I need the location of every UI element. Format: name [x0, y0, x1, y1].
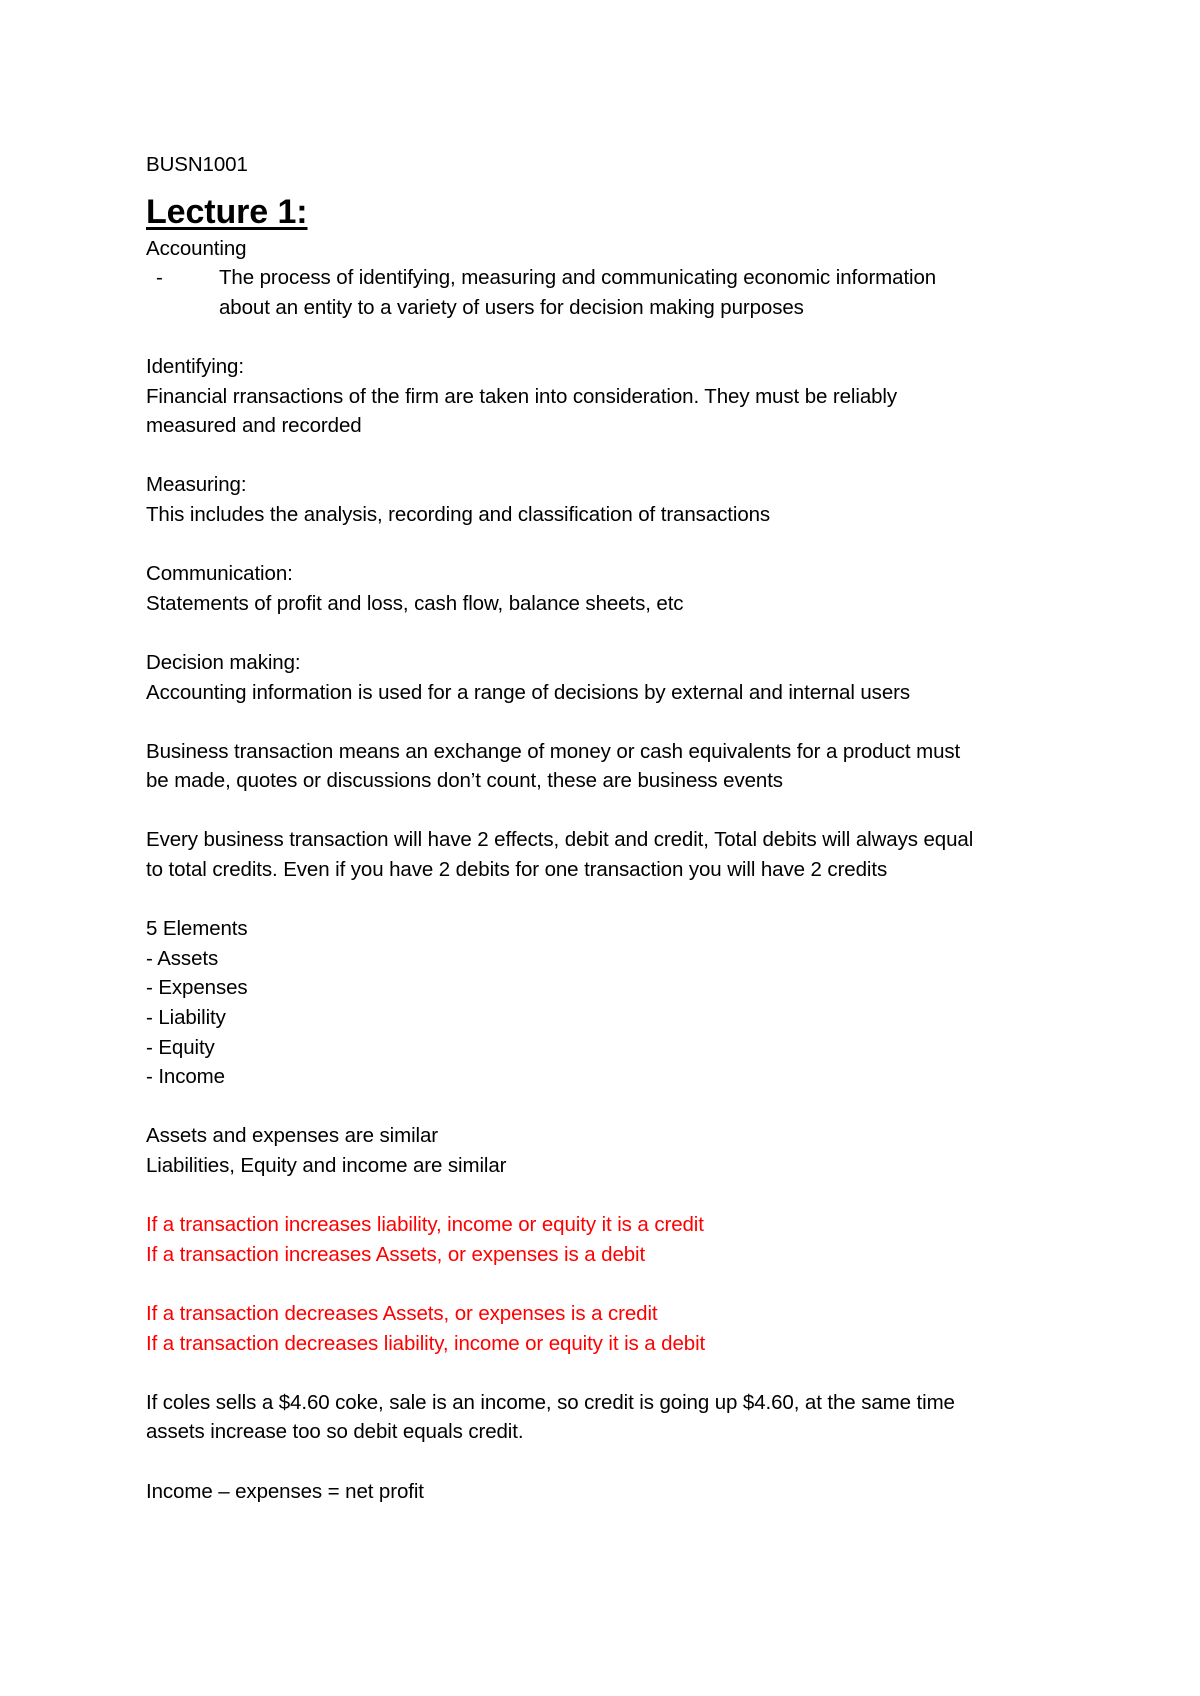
- section-rules-decrease: [146, 1299, 1076, 1358]
- measuring-heading: Measuring:: [146, 473, 247, 497]
- list-item: - Assets: [146, 946, 219, 970]
- accounting-definition-line: about an entity to a variety of users for decision making purposes: [219, 295, 804, 319]
- paragraph-gap: [146, 885, 1076, 915]
- communication-heading: Communication:: [146, 562, 293, 586]
- rule-decrease-line: If a transaction decreases liability, income or equity it is a debit: [146, 1331, 706, 1355]
- section-rules-increase: [146, 1210, 1076, 1269]
- paragraph-gap: [146, 322, 1076, 352]
- example-line: If coles sells a $4.60 coke, sale is an income, so credit is going up $4.60, at the same time: [146, 1390, 955, 1414]
- section-example: [146, 1388, 1076, 1447]
- decision-making-heading: Decision making:: [146, 650, 301, 674]
- elements-heading: 5 Elements: [146, 917, 248, 941]
- section-business-transaction: [146, 737, 1076, 796]
- paragraph-gap: [146, 707, 1076, 737]
- course-code: BUSN1001: [146, 153, 248, 176]
- similarity-line: Assets and expenses are similar: [146, 1124, 439, 1148]
- paragraph-gap: [146, 1092, 1076, 1122]
- section-identifying: [146, 352, 1076, 441]
- paragraph-gap: [146, 796, 1076, 826]
- business-transaction-line: be made, quotes or discussions don’t count, these are business events: [146, 769, 783, 793]
- identifying-text-line: measured and recorded: [146, 414, 362, 438]
- section-measuring: [146, 470, 1076, 529]
- section-communication: [146, 559, 1076, 618]
- list-item: - Income: [146, 1065, 225, 1089]
- paragraph-gap: [146, 1181, 1076, 1211]
- double-entry-line: Every business transaction will have 2 effects, debit and credit, Total debits will always equal: [146, 828, 974, 852]
- business-transaction-line: Business transaction means an exchange of money or cash equivalents for a product must: [146, 739, 961, 763]
- section-formula: [146, 1477, 1076, 1507]
- section-decision-making: [146, 648, 1076, 707]
- paragraph-gap: [146, 618, 1076, 648]
- dash-bullet-icon: -: [156, 266, 163, 290]
- communication-text-line: Statements of profit and loss, cash flow, balance sheets, etc: [146, 591, 684, 615]
- rule-increase-line: If a transaction increases Assets, or expenses is a debit: [146, 1242, 646, 1266]
- similarity-line: Liabilities, Equity and income are similar: [146, 1154, 507, 1177]
- section-similarity: [146, 1121, 1076, 1180]
- section-double-entry: [146, 825, 1076, 884]
- rule-increase-line: If a transaction increases liability, income or equity it is a credit: [146, 1213, 704, 1237]
- list-item: - Equity: [146, 1035, 215, 1059]
- identifying-heading: Identifying:: [146, 354, 244, 378]
- net-profit-formula: Income – expenses = net profit: [146, 1479, 424, 1503]
- accounting-heading: Accounting: [146, 236, 247, 260]
- lecture-title: Lecture 1:: [146, 192, 308, 231]
- paragraph-gap: [146, 1269, 1076, 1299]
- document-page: [146, 150, 1076, 1506]
- double-entry-line: to total credits. Even if you have 2 debits for one transaction you will have 2 credits: [146, 858, 888, 882]
- section-elements: [146, 914, 1076, 1092]
- accounting-definition-list: [146, 263, 1076, 322]
- paragraph-gap: [146, 530, 1076, 560]
- list-item: - Liability: [146, 1006, 226, 1030]
- measuring-text-line: This includes the analysis, recording and classification of transactions: [146, 502, 771, 526]
- section-accounting: [146, 234, 1076, 323]
- decision-making-text-line: Accounting information is used for a range of decisions by external and internal users: [146, 680, 911, 704]
- rule-decrease-line: If a transaction decreases Assets, or expenses is a credit: [146, 1301, 658, 1325]
- paragraph-gap: [146, 1358, 1076, 1388]
- paragraph-gap: [146, 1447, 1076, 1477]
- list-item: [146, 263, 1076, 322]
- accounting-definition-line: The process of identifying, measuring and communicating economic information: [219, 266, 937, 290]
- list-item: - Expenses: [146, 976, 248, 1000]
- identifying-text-line: Financial rransactions of the firm are taken into consideration. They must be reliably: [146, 384, 898, 408]
- example-line: assets increase too so debit equals credit.: [146, 1420, 524, 1444]
- paragraph-gap: [146, 441, 1076, 471]
